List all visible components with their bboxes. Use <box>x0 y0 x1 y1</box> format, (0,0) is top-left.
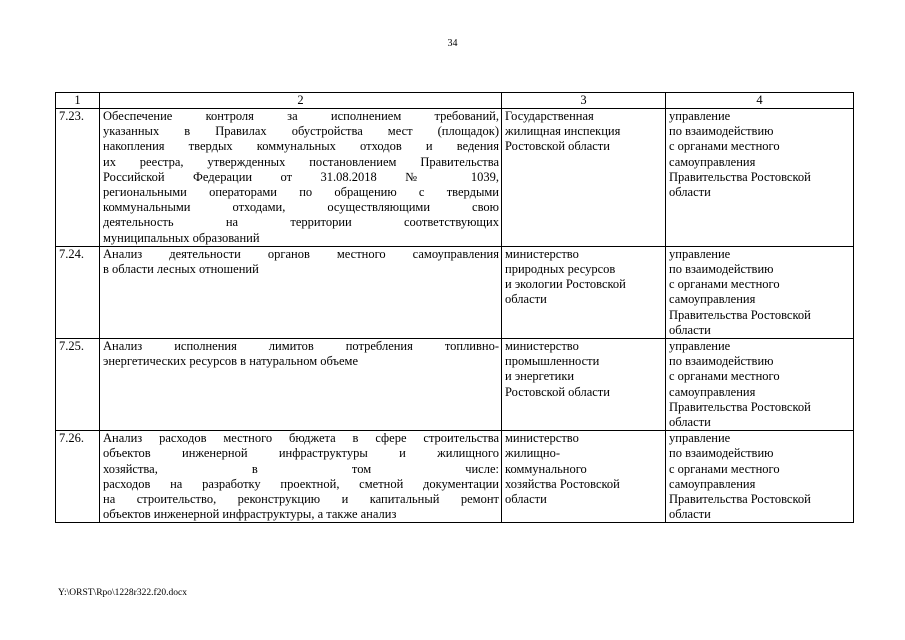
table-header-row <box>56 93 854 109</box>
row-number: 7.23. <box>56 109 100 247</box>
footer-file-path: Y:\ORST\Rpo\1228r322.f20.docx <box>58 588 187 598</box>
header-col-2: 2 <box>100 93 502 109</box>
description-line: объектов инженерной инфраструктуры, а также анализ <box>103 507 397 522</box>
header-col-4: 4 <box>666 93 854 109</box>
description-line: муниципальных образований <box>103 230 260 245</box>
coordinator-line: с органами местного <box>669 461 780 476</box>
coordinator-line: Правительства Ростовской <box>669 399 811 414</box>
executor-line: и экологии Ростовской <box>505 277 626 292</box>
coordinating-unit <box>666 246 854 338</box>
executor-line: Ростовской области <box>505 384 610 399</box>
table-row <box>56 431 854 523</box>
executor-line: жилищная инспекция <box>505 124 621 139</box>
description-line: Анализ расходов местного бюджета в сфере строительства <box>103 431 499 446</box>
row-number: 7.25. <box>56 339 100 431</box>
coordinator-line: с органами местного <box>669 369 780 384</box>
coordinator-line: Правительства Ростовской <box>669 307 811 322</box>
executor-line: коммунального <box>505 461 587 476</box>
description-line: расходов на разработку проектной, сметной документации <box>103 476 499 491</box>
coordinating-unit <box>666 431 854 523</box>
description-line: хозяйства, в том числе: <box>103 461 499 476</box>
page-number: 34 <box>447 38 458 49</box>
executor-line: хозяйства Ростовской <box>505 476 620 491</box>
responsible-executor <box>502 339 666 431</box>
header-col-3: 3 <box>502 93 666 109</box>
description-line: Анализ исполнения лимитов потребления топливно- <box>103 339 499 354</box>
executor-line: жилищно- <box>505 446 560 461</box>
coordinating-unit <box>666 339 854 431</box>
coordinator-line: области <box>669 185 711 200</box>
executor-line: Государственная <box>505 109 594 123</box>
responsible-executor <box>502 246 666 338</box>
description-line: Обеспечение контроля за исполнением требований, <box>103 109 499 123</box>
description-line: региональными операторами по обращению с твердыми <box>103 185 499 200</box>
coordinator-line: управление <box>669 109 731 123</box>
executor-line: Ростовской области <box>505 139 610 154</box>
description-line: их реестра, утвержденных постановлением Правительства <box>103 154 499 169</box>
row-number: 7.26. <box>56 431 100 523</box>
coordinator-line: области <box>669 415 711 430</box>
activity-description <box>100 431 502 523</box>
table-row <box>56 109 854 247</box>
coordinator-line: управление <box>669 339 731 354</box>
coordinator-line: по взаимодействию <box>669 446 774 461</box>
coordinator-line: по взаимодействию <box>669 262 774 277</box>
description-line: на строительство, реконструкцию и капитальный ремонт <box>103 492 499 507</box>
executor-line: и энергетики <box>505 369 575 384</box>
executor-line: промышленности <box>505 354 600 369</box>
row-number: 7.24. <box>56 246 100 338</box>
executor-line: министерство <box>505 339 579 354</box>
coordinator-line: управление <box>669 431 731 446</box>
coordinator-line: самоуправления <box>669 292 756 307</box>
table-row <box>56 246 854 338</box>
activity-description <box>100 339 502 431</box>
responsible-executor <box>502 109 666 247</box>
coordinating-unit <box>666 109 854 247</box>
responsible-executor <box>502 431 666 523</box>
coordinator-line: области <box>669 507 711 522</box>
coordinator-line: области <box>669 322 711 337</box>
executor-line: области <box>505 492 547 507</box>
executor-line: области <box>505 292 547 307</box>
coordinator-line: с органами местного <box>669 139 780 154</box>
coordinator-line: по взаимодействию <box>669 354 774 369</box>
description-line: объектов инженерной инфраструктуры и жилищного <box>103 446 499 461</box>
coordinator-line: Правительства Ростовской <box>669 169 811 184</box>
description-line: указанных в Правилах обустройства мест (площадок) <box>103 124 499 139</box>
description-line: Российской Федерации от 31.08.2018 № 1039, <box>103 169 499 184</box>
header-col-1: 1 <box>56 93 100 109</box>
coordinator-line: самоуправления <box>669 154 756 169</box>
plan-table <box>55 92 854 523</box>
executor-line: природных ресурсов <box>505 262 616 277</box>
coordinator-line: самоуправления <box>669 384 756 399</box>
description-line: накопления твердых коммунальных отходов и ведения <box>103 139 499 154</box>
activity-description <box>100 109 502 247</box>
coordinator-line: самоуправления <box>669 476 756 491</box>
description-line: Анализ деятельности органов местного самоуправления <box>103 246 499 261</box>
coordinator-line: Правительства Ростовской <box>669 492 811 507</box>
description-line: в области лесных отношений <box>103 262 259 277</box>
executor-line: министерство <box>505 431 579 446</box>
executor-line: министерство <box>505 246 579 261</box>
coordinator-line: с органами местного <box>669 277 780 292</box>
coordinator-line: по взаимодействию <box>669 124 774 139</box>
table-row <box>56 339 854 431</box>
activity-description <box>100 246 502 338</box>
description-line: коммунальными отходами, осуществляющими свою <box>103 200 499 215</box>
coordinator-line: управление <box>669 246 731 261</box>
description-line: деятельность на территории соответствующих <box>103 215 499 230</box>
description-line: энергетических ресурсов в натуральном объеме <box>103 354 359 369</box>
